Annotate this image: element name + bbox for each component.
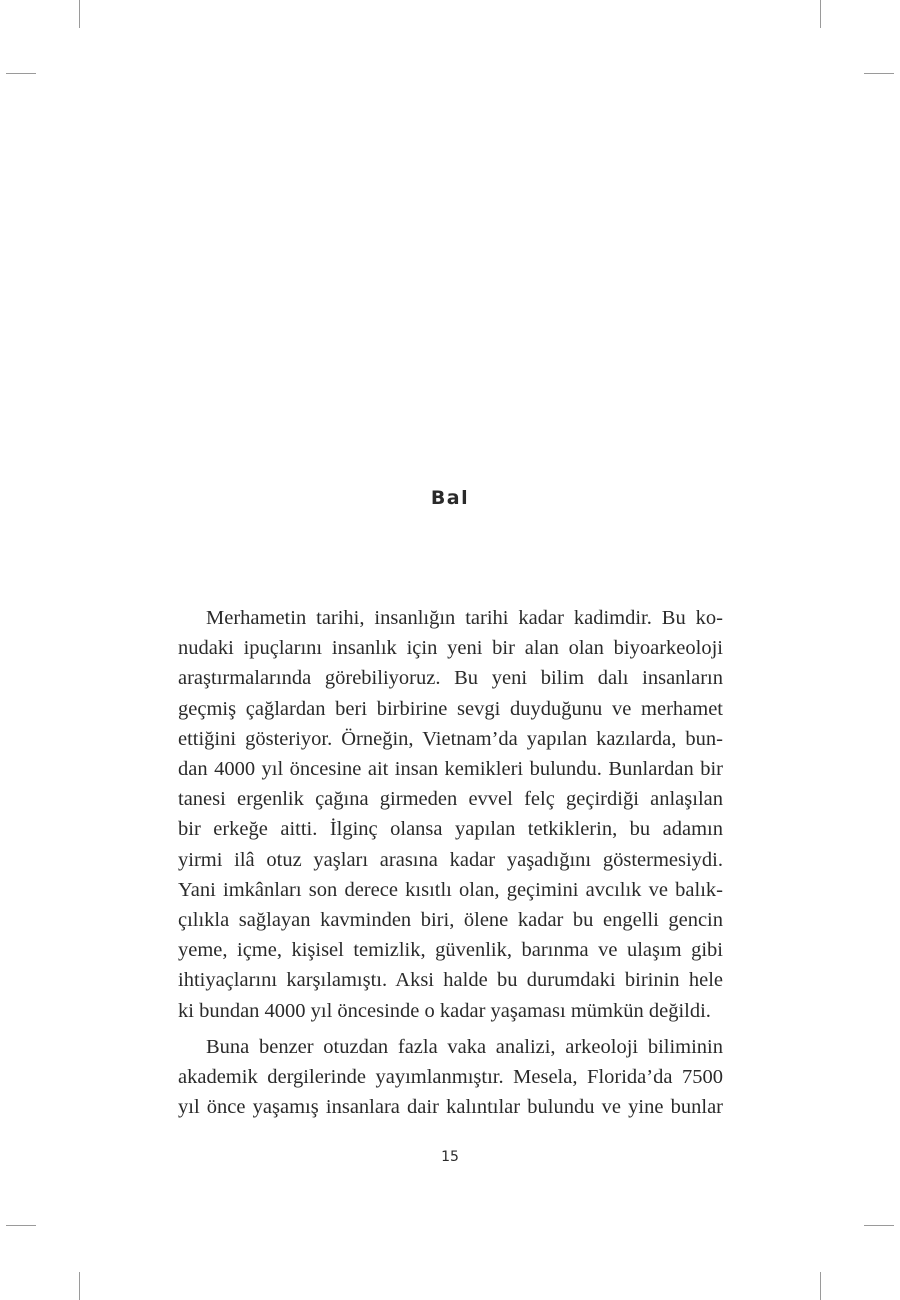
text-line: Merhametin tarihi, insanlığın tarihi kadar kadimdir. Bu ko- [206, 607, 723, 629]
crop-mark-bottom-right [820, 1272, 821, 1300]
crop-mark-right-top [864, 73, 894, 74]
page-number: 15 [441, 1149, 459, 1165]
text-line: ki bundan 4000 yıl öncesinde o kadar yaşaması mümkün değildi. [178, 999, 711, 1022]
text-line: nudaki ipuçlarını insanlık için yeni bir alan olan biyoarkeoloji [178, 637, 723, 660]
text-line: geçmiş çağlardan beri birbirine sevgi duyduğunu ve merhamet [178, 697, 723, 720]
crop-mark-top-left [79, 0, 80, 28]
text-line: Yani imkânları son derece kısıtlı olan, geçimini avcılık ve balık- [178, 878, 723, 901]
crop-mark-bottom-left [79, 1272, 80, 1300]
paragraph-1 [178, 603, 723, 1026]
text-line: ettiğini gösteriyor. Örneğin, Vietnam’da yapılan kazılarda, bun- [178, 727, 723, 750]
crop-mark-top-right [820, 0, 821, 28]
crop-mark-left-top [6, 73, 36, 74]
text-line: dan 4000 yıl öncesine ait insan kemikleri bulundu. Bunlardan bir [178, 758, 723, 781]
text-line: çılıkla sağlayan kavminden biri, ölene kadar bu engelli gencin [178, 909, 723, 932]
crop-mark-left-bottom [6, 1225, 36, 1226]
crop-mark-right-bottom [864, 1225, 894, 1226]
text-line: yıl önce yaşamış insanlara dair kalıntılar bulundu ve yine bunlar [178, 1096, 723, 1119]
text-line: yirmi ilâ otuz yaşları arasına kadar yaşadığını göstermesiydi. [178, 848, 723, 871]
text-line: tanesi ergenlik çağına girmeden evvel felç geçirdiği anlaşılan [178, 788, 723, 811]
chapter-title: Bal [430, 487, 470, 509]
text-line: yeme, içme, kişisel temizlik, güvenlik, barınma ve ulaşım gibi [178, 939, 723, 962]
text-line: bir erkeğe aitti. İlginç olansa yapılan tetkiklerin, bu adamın [178, 818, 723, 841]
body-text [178, 603, 723, 1122]
text-line: akademik dergilerinde yayımlanmıştır. Mesela, Florida’da 7500 [178, 1066, 723, 1089]
text-line: araştırmalarında görebiliyoruz. Bu yeni bilim dalı insanların [178, 667, 723, 690]
paragraph-2 [178, 1032, 723, 1123]
text-line: ihtiyaçlarını karşılamıştı. Aksi halde bu durumdaki birinin hele [178, 969, 723, 992]
text-line: Buna benzer otuzdan fazla vaka analizi, arkeoloji biliminin [206, 1035, 723, 1058]
